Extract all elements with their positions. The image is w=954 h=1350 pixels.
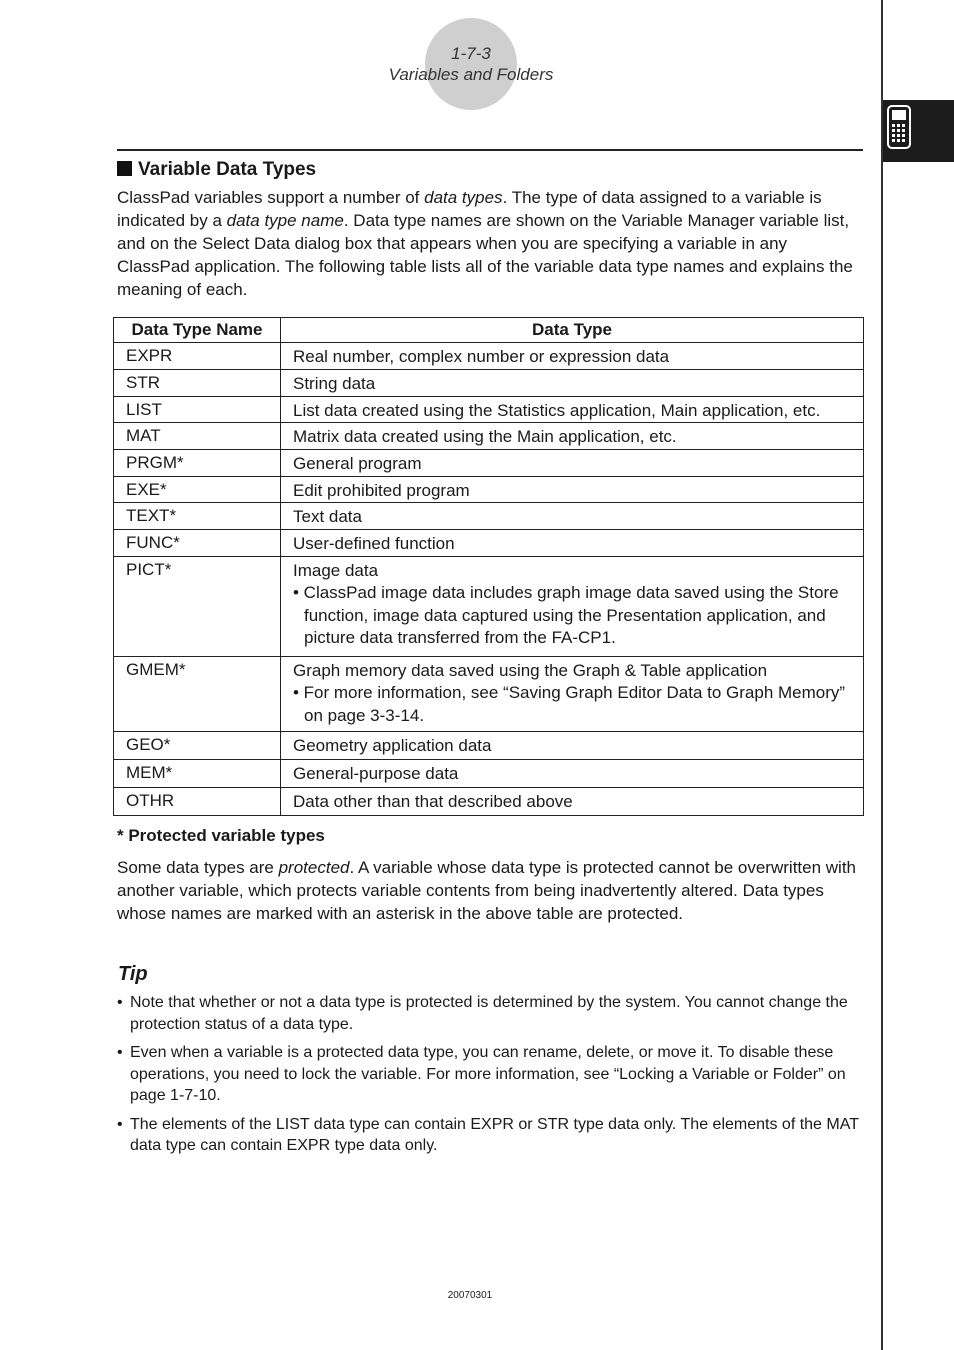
chapter-side-tab: [883, 100, 954, 162]
intro-term-data-type-name: data type name: [226, 211, 344, 230]
data-type-name-cell: MEM*: [114, 759, 281, 787]
table-row: [114, 656, 864, 731]
data-type-name-cell: EXE*: [114, 476, 281, 503]
intro-text: . The type of data assigned to a variable is indicated by a: [117, 188, 822, 230]
protected-types-title: * Protected variable types: [117, 826, 325, 845]
page-number: 1-7-3: [451, 44, 491, 63]
data-type-name-cell: FUNC*: [114, 529, 281, 556]
tip-list: [117, 992, 862, 1164]
protected-term: protected: [278, 858, 350, 877]
data-type-description-cell: [281, 759, 864, 787]
table-row: [114, 369, 864, 396]
chapter-title: Variables and Folders: [388, 65, 554, 84]
data-type-description-cell: [281, 503, 864, 530]
table-body: [114, 343, 864, 816]
intro-text: ClassPad variables support a number of: [117, 188, 425, 207]
calculator-icon: [883, 100, 954, 162]
tip-title: Tip: [118, 963, 148, 985]
data-type-description: List data created using the Statistics application, Main application, etc.: [293, 400, 821, 420]
data-type-table: [113, 317, 864, 816]
column-header-name: Data Type Name: [114, 318, 281, 343]
data-type-description: Edit prohibited program: [293, 480, 470, 500]
tip-item: [117, 1042, 862, 1107]
protected-text: Some data types are: [117, 858, 279, 877]
data-type-description: Text data: [293, 507, 362, 526]
intro-paragraph: [117, 186, 862, 301]
bullet-glyph: •: [117, 1044, 123, 1061]
data-type-name-cell: OTHR: [114, 787, 281, 815]
data-type-description: String data: [293, 373, 376, 393]
table-row: [114, 787, 864, 815]
data-type-description: Matrix data created using the Main application, etc.: [293, 427, 677, 446]
data-type-description: Real number, complex number or expression data: [293, 347, 670, 366]
data-type-name-cell: GMEM*: [114, 656, 281, 731]
right-margin-rule: [881, 0, 883, 1350]
data-type-name-cell: PRGM*: [114, 449, 281, 476]
intro-text: . Data type names are shown on the Variable Manager variable list, and on the Select Data dialog box that appears when you are specifying a variable in any ClassPad application. The following table lists all of the variable data type names and explains the meaning of each.: [117, 211, 853, 299]
table-row: [114, 449, 864, 476]
data-type-name-cell: GEO*: [114, 731, 281, 759]
table-row: [114, 343, 864, 370]
data-type-name-cell: TEXT*: [114, 503, 281, 530]
column-header-type: Data Type: [281, 318, 864, 343]
table-row: [114, 731, 864, 759]
tip-text: The elements of the LIST data type can contain EXPR or STR type data only. The elements of the MAT data type can contain EXPR type data only.: [130, 1115, 859, 1154]
data-type-description: Image data: [293, 560, 379, 580]
data-type-description-cell: [281, 423, 864, 450]
data-type-name-cell: MAT: [114, 423, 281, 450]
section-heading-text: Variable Data Types: [138, 159, 317, 180]
data-type-description: Geometry application data: [293, 735, 492, 755]
intro-term-data-types: data types: [424, 188, 503, 207]
data-type-description-cell: [281, 787, 864, 815]
heading-square-bullet: [117, 161, 132, 176]
data-type-description: Data other than that described above: [293, 791, 573, 811]
table-row: [114, 423, 864, 450]
data-type-note: • For more information, see “Saving Graph Editor Data to Graph Memory” on page 3-3-14.: [293, 683, 846, 725]
data-type-description-cell: [281, 343, 864, 370]
protected-text: . A variable whose data type is protected cannot be overwritten with another variable, which protects variable contents from being inadvertently altered. Data types whose names are marked with an asterisk in the above table are protected.: [117, 858, 856, 923]
tip-item: [117, 1114, 862, 1157]
data-type-description-cell: [281, 556, 864, 656]
data-type-name-cell: STR: [114, 369, 281, 396]
table-row: [114, 503, 864, 530]
bullet-glyph: •: [117, 1115, 123, 1133]
footer-code: 20070301: [447, 1290, 493, 1301]
data-type-description: Graph memory data saved using the Graph & Table application: [293, 660, 768, 680]
section-heading: [117, 159, 316, 181]
table-row: [114, 556, 864, 656]
data-type-note: • ClassPad image data includes graph image data saved using the Store function, image data captured using the Presentation application, and picture data transferred from the FA-CP1.: [293, 583, 839, 647]
data-type-description-cell: [281, 529, 864, 556]
page-number-circle: [425, 18, 517, 110]
data-type-description: General-purpose data: [293, 763, 459, 783]
data-type-description-cell: [281, 396, 864, 423]
protected-types-paragraph: [117, 856, 862, 925]
data-type-name-cell: PICT*: [114, 556, 281, 656]
data-type-description-cell: [281, 656, 864, 731]
table-row: [114, 529, 864, 556]
table-row: [114, 759, 864, 787]
table-row: [114, 476, 864, 503]
data-type-description-cell: [281, 369, 864, 396]
data-type-description: General program: [293, 453, 422, 473]
tip-text: Even when a variable is a protected data type, you can rename, delete, or move it. To disable these operations, you need to lock the variable. For more information, see “Locking a Variable or Folder” on page 1-7-10.: [130, 1044, 846, 1104]
tip-item: [117, 992, 862, 1035]
table-row: [114, 396, 864, 423]
section-top-rule: [117, 149, 863, 151]
data-type-description: User-defined function: [293, 533, 455, 553]
bullet-glyph: •: [117, 994, 123, 1011]
table-header-row: [114, 318, 864, 343]
data-type-name-cell: EXPR: [114, 343, 281, 370]
data-type-description-cell: [281, 449, 864, 476]
data-type-description-cell: [281, 476, 864, 503]
data-type-description-cell: [281, 731, 864, 759]
tip-text: Note that whether or not a data type is protected is determined by the system. You cannot change the protection status of a data type.: [130, 994, 848, 1033]
data-type-name-cell: LIST: [114, 396, 281, 423]
